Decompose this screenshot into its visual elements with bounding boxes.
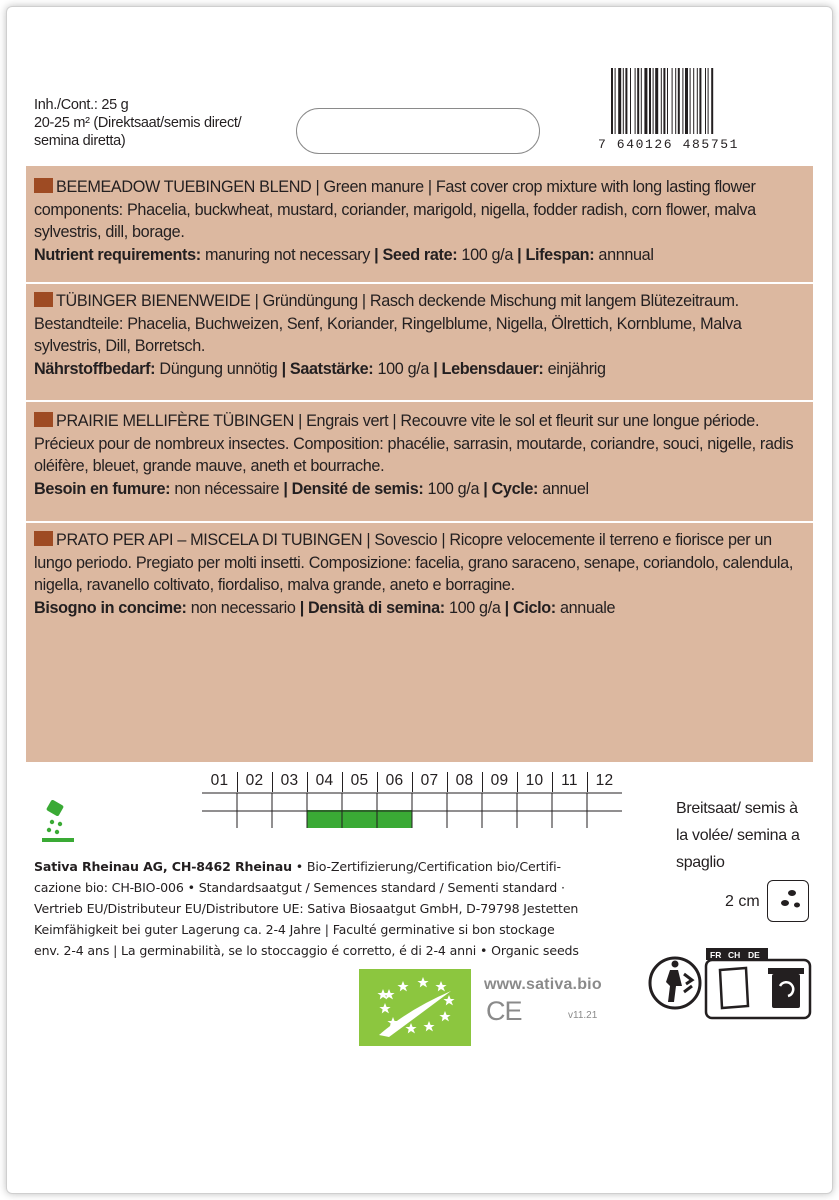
calendar-month-label: 10	[525, 772, 544, 789]
sowing-depth: 2 cm	[725, 893, 760, 910]
calendar-sowing-cell	[377, 810, 412, 828]
sorting-info-panel	[704, 948, 812, 1020]
hang-hole-slot	[296, 108, 540, 154]
section-french	[26, 410, 813, 500]
calendar-month-divider	[447, 772, 448, 792]
svg-text:CH: CH	[728, 950, 741, 960]
spec-key: | Densité de semis:	[283, 479, 424, 498]
calendar-month-label: 02	[245, 772, 264, 789]
spec-value: 100 g/a	[373, 359, 434, 378]
content-area-cont: semina diretta)	[34, 133, 126, 149]
spec-value: annnual	[594, 245, 654, 264]
spec-key: | Saatstärke:	[281, 359, 374, 378]
description-panel	[26, 166, 813, 762]
spec-key: Nährstoffbedarf:	[34, 359, 156, 378]
company-text: cazione bio: CH-BIO-006 • Standardsaatgut / Semences standard / Sementi standard ·	[34, 880, 565, 895]
website-link[interactable]: www.sativa.bio	[484, 976, 602, 993]
section-english	[26, 176, 813, 266]
content-info	[34, 96, 241, 150]
spec-key: | Ciclo:	[504, 598, 556, 617]
section-italian	[26, 529, 813, 619]
spec-key: | Densità di semina:	[299, 598, 445, 617]
sowing-method-line: la volée/ semina a	[676, 827, 800, 844]
calendar-month-divider	[342, 772, 343, 792]
calendar-month-label: 06	[385, 772, 404, 789]
spec-key: | Lebensdauer:	[433, 359, 544, 378]
calendar-month-divider	[377, 772, 378, 792]
spec-value: non necessario	[186, 598, 300, 617]
section-divider	[26, 282, 813, 284]
company-text: Keimfähigkeit bei guter Lagerung ca. 2-4 Jahre | Faculté germinative si bon stockage	[34, 922, 555, 937]
content-area: 20-25 m² (Direktsaat/semis direct/	[34, 115, 242, 131]
section-german	[26, 290, 813, 380]
content-weight: Inh./Cont.: 25 g	[34, 97, 129, 113]
barcode-icon	[609, 68, 771, 134]
spec-value: manuring not necessary	[200, 245, 375, 264]
spec-value: einjährig	[543, 359, 606, 378]
company-text: Vertrieb EU/Distributeur EU/Distributore UE: Sativa Biosaatgut GmbH, D-79798 Jestetten	[34, 901, 579, 916]
calendar-month-label: 01	[210, 772, 229, 789]
calendar-month-divider	[482, 772, 483, 792]
section-divider	[26, 400, 813, 402]
calendar-month-divider	[552, 772, 553, 792]
calendar-grid	[202, 792, 622, 828]
eu-organic-logo	[359, 969, 471, 1046]
section-intro: PRAIRIE MELLIFÈRE TÜBINGEN | Engrais vert | Recouvre vite le sol et fleurit sur une longue période. Précieux pour de nombreux insectes. Composition: phacélie, sarrasin, moutarde, coriandre, souci, nigelle, radis oléifère, bleuet, grande mauve, aneth et bourrache.	[34, 412, 794, 475]
spec-key: | Seed rate:	[374, 245, 458, 264]
calendar-month-label: 07	[420, 772, 439, 789]
svg-text:FR: FR	[710, 950, 722, 960]
spec-key: Bisogno in concime:	[34, 598, 187, 617]
spec-value: 100 g/a	[457, 245, 518, 264]
company-info	[34, 856, 634, 961]
sowing-method	[676, 795, 800, 876]
calendar-month-divider	[272, 772, 273, 792]
seed-depth-icon	[767, 880, 809, 922]
version-label: v11.21	[568, 1010, 598, 1021]
sowing-method-line: spaglio	[676, 854, 725, 871]
calendar-month-divider	[517, 772, 518, 792]
calendar-month-label: 09	[490, 772, 509, 789]
section-intro: TÜBINGER BIENENWEIDE | Gründüngung | Rasch deckende Mischung mit langem Blütezeitraum. Bestandteile: Phacelia, Buchweizen, Senf, Koriander, Ringelblume, Nigella, Ölrettich, Kornblume, Malva sylvestris, Dill, Borretsch.	[34, 292, 742, 355]
spec-key: Nutrient requirements:	[34, 245, 201, 264]
section-intro: BEEMEADOW TUEBINGEN BLEND | Green manure | Fast cover crop mixture with long lasting flower components: Phacelia, buckwheat, mustard, coriander, marigold, nigella, fodder radish, corn flower, malva sylvestris, dill, borage.	[34, 178, 756, 241]
section-marker-icon	[34, 531, 53, 546]
section-divider	[26, 521, 813, 523]
spec-key: | Cycle:	[483, 479, 539, 498]
spec-value: annuel	[538, 479, 589, 498]
spec-key: | Lifespan:	[517, 245, 595, 264]
company-text: env. 2-4 ans | La germinabilità, se lo stoccaggio é corretto, é di 2-4 anni • Organic seeds	[34, 943, 579, 958]
calendar-month-label: 11	[561, 772, 578, 789]
spec-key: Besoin en fumure:	[34, 479, 171, 498]
calendar-month-label: 12	[595, 772, 614, 789]
calendar-month-divider	[587, 772, 588, 792]
spec-value: non nécessaire	[170, 479, 284, 498]
spec-value: Düngung unnötig	[155, 359, 282, 378]
section-intro: PRATO PER API – MISCELA DI TUBINGEN | Sovescio | Ricopre velocemente il terreno e fiorisce per un lungo periodo. Pregiato per molti insetti. Composizione: facelia, grano saraceno, senape, coriandolo, calendula, nigella, ravanello coltivato, fiordaliso, malva grande, aneto e borragine.	[34, 531, 793, 594]
calendar-month-divider	[307, 772, 308, 792]
calendar-sowing-cell	[307, 810, 342, 828]
sowing-method-line: Breitsaat/ semis à	[676, 800, 798, 817]
recycle-triman-icon	[648, 952, 702, 1014]
company-text: • Bio-Zertifizierung/Certification bio/Certifi-	[291, 859, 561, 874]
ce-mark: CE	[486, 996, 522, 1026]
spec-value: annuale	[555, 598, 616, 617]
calendar-month-label: 08	[455, 772, 474, 789]
calendar-month-divider	[237, 772, 238, 792]
sowing-calendar	[202, 770, 622, 830]
barcode-number: 7 640126 485751	[598, 137, 740, 152]
company-name: Sativa Rheinau AG, CH-8462 Rheinau	[34, 859, 292, 874]
calendar-month-divider	[412, 772, 413, 792]
calendar-month-label: 04	[315, 772, 334, 789]
calendar-month-label: 03	[280, 772, 299, 789]
spec-value: 100 g/a	[423, 479, 484, 498]
section-marker-icon	[34, 412, 53, 427]
spec-value: 100 g/a	[444, 598, 505, 617]
calendar-month-label: 05	[350, 772, 369, 789]
section-marker-icon	[34, 292, 53, 307]
broadcast-sowing-icon	[40, 800, 76, 842]
svg-text:DE: DE	[748, 950, 760, 960]
section-marker-icon	[34, 178, 53, 193]
calendar-months	[202, 772, 622, 794]
calendar-sowing-cell	[342, 810, 377, 828]
